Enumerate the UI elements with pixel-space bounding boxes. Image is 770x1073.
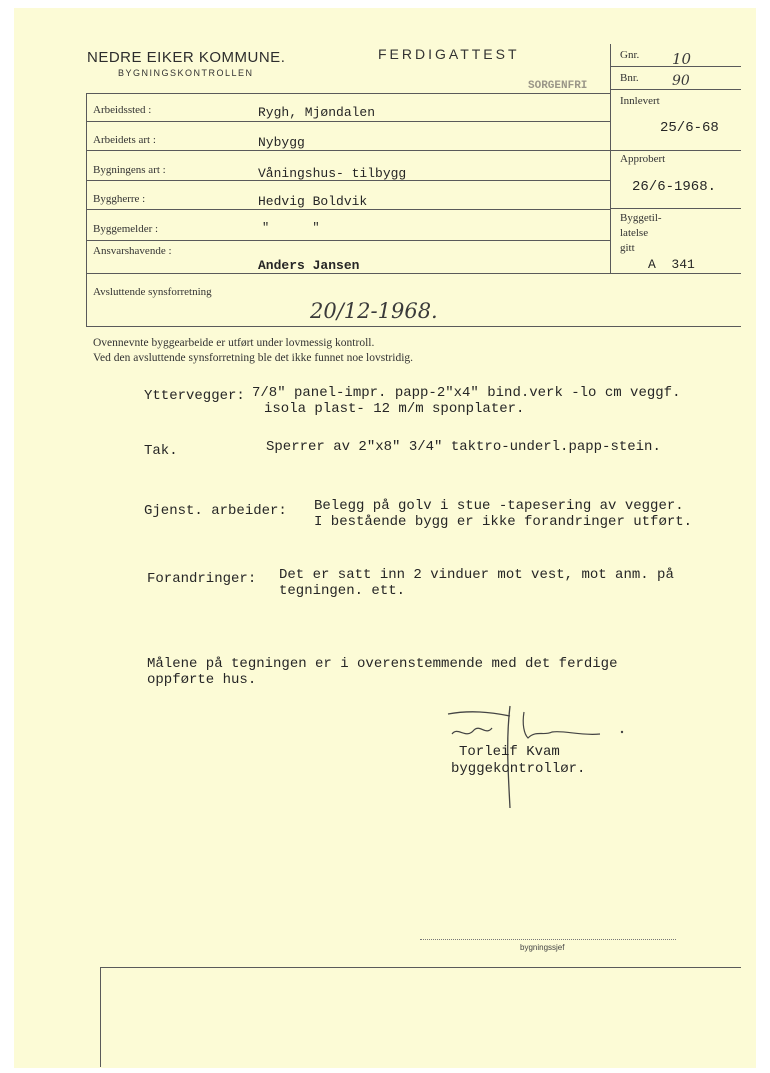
forandringer-line-1: Det er satt inn 2 vinduer mot vest, mot anm. på bbox=[279, 567, 674, 583]
yttervegger-line-2: isola plast- 12 m/m sponplater. bbox=[264, 401, 525, 417]
footer-label: bygningssjef bbox=[520, 943, 565, 952]
field-value-byggherre: Hedvig Boldvik bbox=[258, 194, 368, 209]
approbert-label: Approbert bbox=[620, 153, 666, 165]
gjenst-label: Gjenst. arbeider: bbox=[144, 503, 287, 519]
yttervegger-label: Yttervegger: bbox=[144, 388, 245, 404]
municipality-name: NEDRE EIKER KOMMUNE. bbox=[87, 49, 286, 66]
forandringer-label: Forandringer: bbox=[147, 571, 257, 587]
signer-title: byggekontrollør. bbox=[451, 761, 586, 777]
field-label-byggherre: Byggherre : bbox=[93, 193, 146, 205]
final-inspection-label: Avsluttende synsforretning bbox=[93, 286, 212, 298]
byggetil-value: A 341 bbox=[648, 257, 695, 272]
field-label-byggemelder: Byggemelder : bbox=[93, 223, 159, 235]
field-value-bygningens-art: Våningshus- tilbygg bbox=[258, 166, 407, 181]
gnr-value: 10 bbox=[672, 50, 692, 68]
stamp-text: SORGENFRI bbox=[528, 80, 588, 92]
statement-line-1: Ovennevnte byggearbeide er utført under lovmessig kontroll. bbox=[93, 337, 375, 349]
final-inspection-date: 20/12-1968. bbox=[310, 299, 438, 323]
innlevert-value: 25/6-68 bbox=[660, 120, 719, 136]
forandringer-line-2: tegningen. ett. bbox=[279, 583, 406, 599]
tak-label: Tak. bbox=[144, 443, 178, 459]
field-label-arbeidets-art: Arbeidets art : bbox=[93, 134, 156, 146]
byggetil-label-3: gitt bbox=[620, 242, 635, 254]
bnr-label: Bnr. bbox=[620, 72, 639, 84]
gnr-label: Gnr. bbox=[620, 49, 640, 61]
statement-line-2: Ved den avsluttende synsforretning ble det ikke funnet noe lovstridig. bbox=[93, 352, 414, 364]
malene-line-1: Målene på tegningen er i overenstemmende med det ferdige bbox=[147, 656, 618, 672]
field-label-arbeidssted: Arbeidssted : bbox=[93, 104, 152, 116]
bnr-value: 90 bbox=[672, 73, 690, 89]
field-value-ansvarshavende: Anders Jansen bbox=[258, 258, 360, 273]
field-value-byggemelder: " " bbox=[262, 221, 320, 235]
gjenst-line-1: Belegg på golv i stue -tapesering av vegger. bbox=[314, 498, 684, 514]
signer-name: Torleif Kvam bbox=[459, 744, 560, 760]
byggetil-label-2: latelse bbox=[620, 227, 649, 239]
approbert-value: 26/6-1968. bbox=[632, 179, 717, 195]
signature-line bbox=[420, 939, 676, 940]
yttervegger-line-1: 7/8" panel-impr. papp-2"x4" bind.verk -lo cm veggf. bbox=[252, 385, 681, 401]
department-name: BYGNINGSKONTROLLEN bbox=[118, 68, 254, 78]
gjenst-line-2: I bestående bygg er ikke forandringer utført. bbox=[314, 514, 693, 530]
field-value-arbeidets-art: Nybygg bbox=[258, 135, 305, 150]
field-label-bygningens-art: Bygningens art : bbox=[93, 164, 166, 176]
field-label-ansvarshavende: Ansvarshavende : bbox=[93, 245, 172, 257]
malene-line-2: oppførte hus. bbox=[147, 672, 257, 688]
field-value-arbeidssted: Rygh, Mjøndalen bbox=[258, 105, 376, 120]
byggetil-label-1: Byggetil- bbox=[620, 212, 662, 224]
document-title: FERDIGATTEST bbox=[378, 46, 520, 62]
tak-line-1: Sperrer av 2"x8" 3/4" taktro-underl.papp-stein. bbox=[266, 439, 661, 455]
faint-scribble bbox=[170, 10, 176, 34]
innlevert-label: Innlevert bbox=[620, 95, 660, 107]
